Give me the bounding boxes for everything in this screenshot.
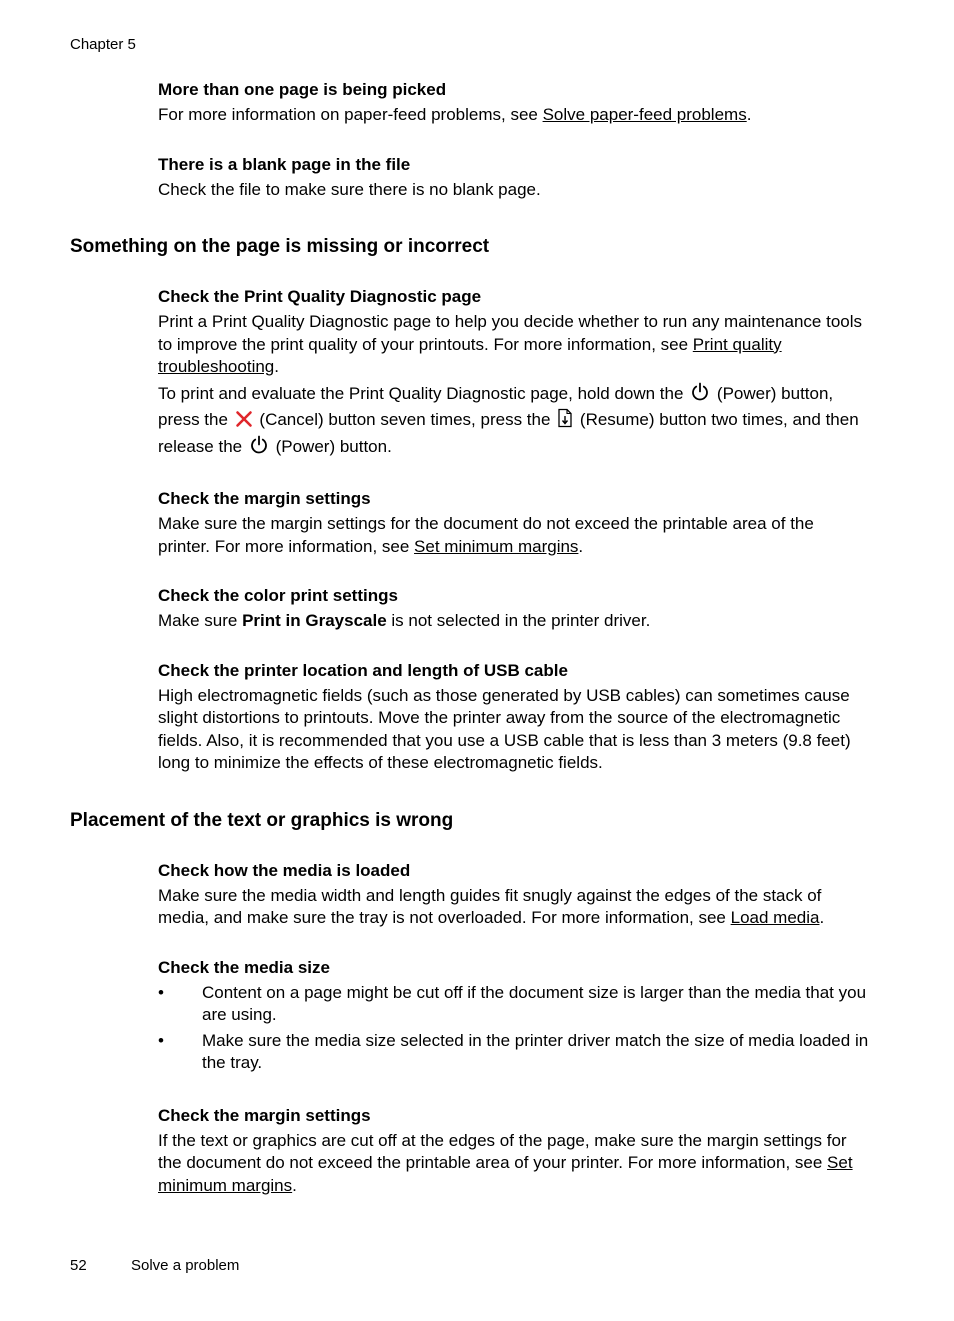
paragraph-printer-location-usb: High electromagnetic fields (such as those generated by USB cables) can sometimes cause slight distortions to printouts. Move the printer away from the source of the electromagnetic fields. Also, it is recommended that you use a USB cable that is less than 3 meters (9.8 feet) long to minimize the effects of these electromagnetic fields. [158,685,851,772]
text-span: (Cancel) button seven times, press the [259,410,551,429]
text-span: Make sure the media width and length guides fit snugly against the edges of the stack of media, and make sure the tray is not overloaded. For more information, see [158,885,822,927]
text-span: (Power) button. [275,436,392,456]
bullet: • [158,1030,164,1050]
media-size-list [158,982,870,1075]
bold-print-in-grayscale: Print in Grayscale [242,611,387,630]
resume-icon [557,408,573,435]
paragraph-blank-page: Check the file to make sure there is no blank page. [158,179,541,199]
text-span: is not selected in the printer driver. [386,611,651,630]
paragraph-color-print-settings [158,610,870,633]
heading-more-than-one-page: More than one page is being picked [158,80,447,99]
cancel-icon [235,410,253,435]
page-footer [70,1257,239,1274]
heading-margin-settings-2: Check the margin settings [158,1105,371,1125]
list-item-text: Make sure the media size selected in the printer driver match the size of media loaded in the tray. [202,1030,869,1072]
list-item [158,1030,870,1075]
power-icon [690,382,710,409]
text-span: For more information on paper-feed problems, see [158,105,543,124]
page-content [0,78,954,1197]
page-number: 52 [70,1257,87,1274]
paragraph-margin-settings [158,513,870,558]
text-span: . [292,1175,297,1195]
heading-printer-location-usb: Check the printer location and length of USB cable [158,660,568,680]
heading-blank-page: There is a blank page in the file [158,154,411,174]
paragraph-media-loaded [158,885,870,930]
text-span: . [819,908,825,927]
link-print-quality-troubleshooting[interactable]: Print quality troubleshooting [158,334,782,376]
text-span: Make sure the margin settings for the document do not exceed the printable area of the printer. For more information, see [158,514,814,556]
list-item-text: Content on a page might be cut off if the document size is larger than the media that you are using. [202,982,867,1024]
text-span: Print a Print Quality Diagnostic page to help you decide whether to run any maintenance tools to improve the print quality of your printouts. For more information, see [158,312,863,354]
text-span: (Power) button, press the [158,383,834,429]
text-span: To print and evaluate the Print Quality Diagnostic page, hold down the [158,383,684,403]
text-span: . [746,105,752,124]
heading-print-quality-diagnostic: Check the Print Quality Diagnostic page [158,287,482,306]
link-solve-paper-feed-problems[interactable]: Solve paper-feed problems [542,105,747,124]
link-set-minimum-margins-2[interactable]: Set minimum margins [158,1153,853,1195]
text-span: (Resume) button two times, and then release the [158,410,859,456]
paragraph-print-quality-intro [158,311,870,379]
heading-media-loaded: Check how the media is loaded [158,860,411,880]
bullet: • [158,982,164,1002]
link-set-minimum-margins[interactable]: Set minimum margins [414,536,579,556]
heading-margin-settings: Check the margin settings [158,489,371,508]
heading-color-print-settings: Check the color print settings [158,586,398,605]
paragraph-print-quality-steps [158,382,870,462]
text-span: Make sure [158,611,243,630]
power-icon [249,435,269,462]
text-span: If the text or graphics are cut off at the edges of the page, make sure the margin settings for the document do not exceed the printable area of your printer. For more information, see [158,1130,847,1172]
footer-section: Solve a problem [131,1257,240,1274]
list-item [158,982,870,1027]
chapter-label: Chapter 5 [70,36,136,53]
link-load-media[interactable]: Load media [730,908,820,927]
text-span: . [578,536,584,556]
heading-media-size: Check the media size [158,957,330,977]
heading-placement-wrong: Placement of the text or graphics is wrong [70,809,454,831]
paragraph-margin-settings-2 [158,1130,870,1198]
heading-something-missing: Something on the page is missing or incorrect [70,236,490,257]
text-span: . [274,357,279,376]
paragraph-paper-feed [158,104,870,127]
